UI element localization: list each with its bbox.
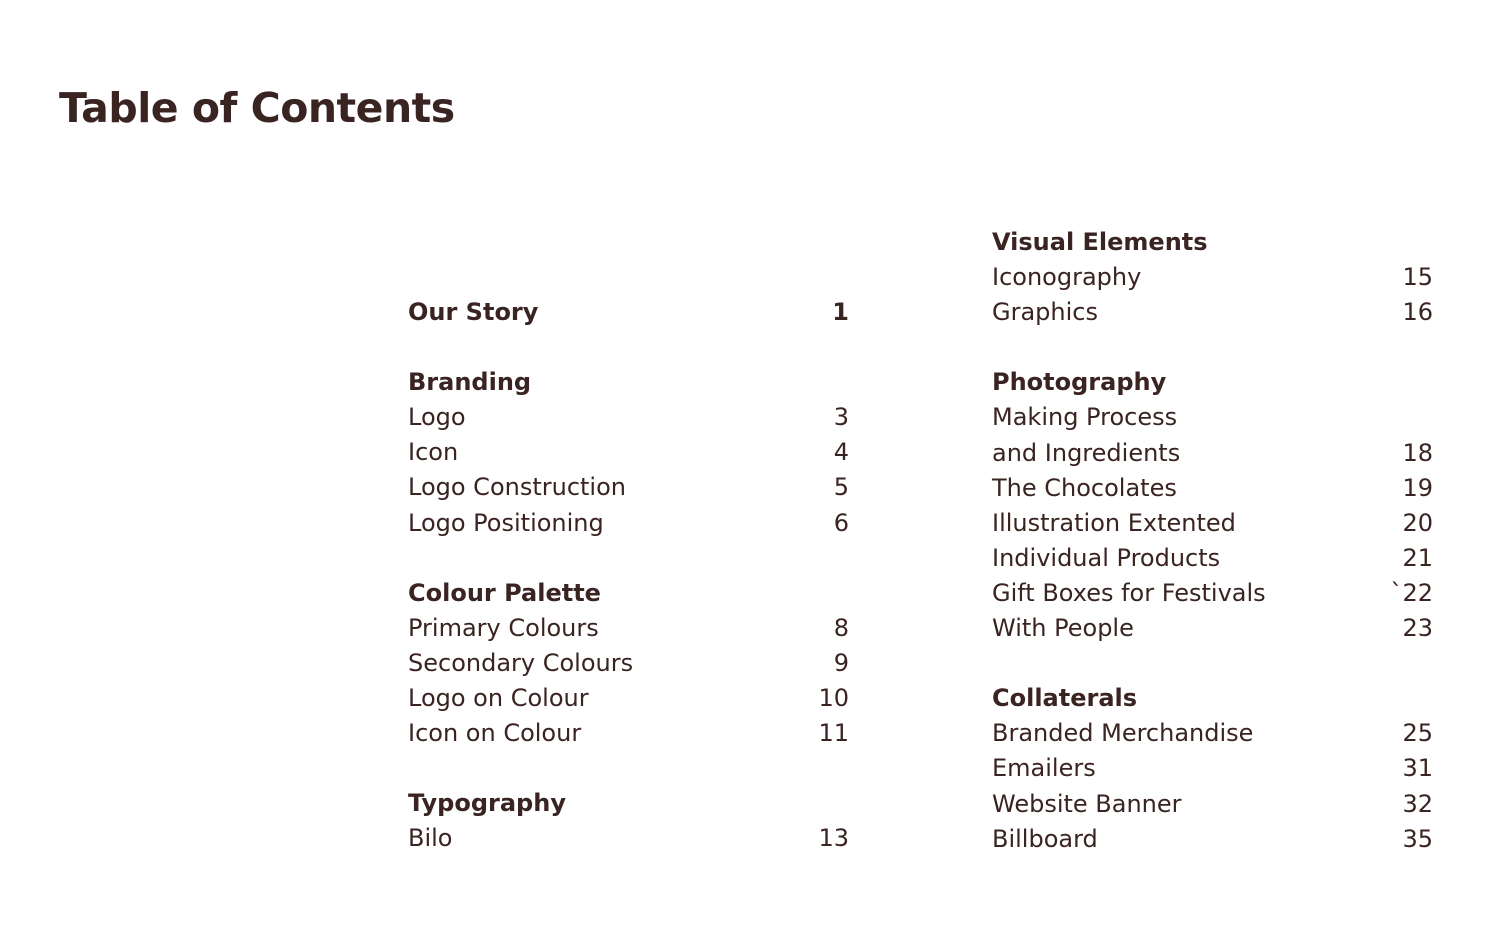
toc-entry-label: Primary Colours — [408, 613, 599, 642]
toc-section-colour-palette[interactable] — [408, 576, 849, 611]
toc-entry-label: With People — [992, 614, 1134, 643]
toc-entry-label: Website Banner — [992, 789, 1182, 818]
toc-entry-page-number: 31 — [1402, 754, 1433, 783]
toc-entry-label: Bilo — [408, 824, 453, 853]
toc-entry-label: Photography — [992, 368, 1167, 397]
toc-entry-gift-boxes-for-festivals[interactable] — [992, 576, 1433, 611]
toc-entry-label: Billboard — [992, 824, 1098, 853]
toc-entry-label: and Ingredients — [992, 438, 1181, 467]
toc-entry-label: Making Process — [992, 403, 1178, 432]
toc-section-branding[interactable] — [408, 365, 849, 400]
toc-entry-label: Gift Boxes for Festivals — [992, 578, 1266, 607]
toc-entry-page-number: `22 — [1390, 578, 1433, 607]
toc-entry-page-number: 8 — [833, 613, 849, 642]
toc-entry-page-number: 3 — [833, 403, 849, 432]
toc-entry-page-number: 1 — [832, 298, 849, 326]
toc-entry-logo[interactable] — [408, 400, 849, 435]
toc-section-photography[interactable] — [992, 365, 1433, 400]
toc-entry-label: Icon on Colour — [408, 719, 582, 748]
toc-entry-logo-on-colour[interactable] — [408, 681, 849, 716]
toc-entry-making-process[interactable] — [992, 400, 1433, 435]
toc-entry-secondary-colours[interactable] — [408, 646, 849, 681]
toc-section-typography[interactable] — [408, 786, 849, 821]
toc-entry-graphics[interactable] — [992, 295, 1433, 330]
toc-entry-label: Branding — [408, 368, 532, 397]
toc-entry-page-number: 25 — [1402, 719, 1433, 748]
toc-entry-label: Visual Elements — [992, 228, 1208, 256]
toc-entry-label: Secondary Colours — [408, 648, 634, 677]
toc-entry-label: Emailers — [992, 754, 1096, 783]
toc-entry-emailers[interactable] — [992, 751, 1433, 786]
toc-entry-label: Our Story — [408, 298, 539, 326]
toc-entry-icon-on-colour[interactable] — [408, 716, 849, 751]
toc-spacer — [992, 330, 1433, 365]
toc-entry-branded-merchandise[interactable] — [992, 716, 1433, 751]
toc-section-collaterals[interactable] — [992, 681, 1433, 716]
toc-entry-primary-colours[interactable] — [408, 611, 849, 646]
page-title: Table of Contents — [59, 84, 455, 132]
toc-entry-logo-construction[interactable] — [408, 470, 849, 505]
toc-entry-page-number: 18 — [1402, 438, 1433, 467]
toc-entry-with-people[interactable] — [992, 611, 1433, 646]
toc-entry-page-number: 4 — [833, 438, 849, 467]
toc-entry-label: Logo on Colour — [408, 684, 589, 713]
toc-entry-label: Individual Products — [992, 543, 1221, 572]
toc-entry-label: Iconography — [992, 263, 1142, 292]
toc-entry-page-number: 13 — [818, 824, 849, 853]
toc-entry-page-number: 19 — [1402, 473, 1433, 502]
toc-left-column — [408, 295, 849, 857]
toc-entry-bilo[interactable] — [408, 821, 849, 856]
toc-entry-page-number: 21 — [1402, 543, 1433, 572]
toc-entry-illustration-extented[interactable] — [992, 506, 1433, 541]
toc-entry-page-number: 16 — [1402, 298, 1433, 327]
toc-entry-the-chocolates[interactable] — [992, 471, 1433, 506]
toc-entry-individual-products[interactable] — [992, 541, 1433, 576]
toc-entry-page-number: 35 — [1402, 824, 1433, 853]
toc-entry-label: Logo Positioning — [408, 508, 604, 537]
toc-entry-label: Colour Palette — [408, 578, 601, 607]
toc-entry-iconography[interactable] — [992, 260, 1433, 295]
toc-entry-website-banner[interactable] — [992, 787, 1433, 822]
toc-spacer — [408, 330, 849, 365]
toc-entry-page-number: 32 — [1402, 789, 1433, 818]
toc-entry-billboard[interactable] — [992, 822, 1433, 857]
toc-entry-page-number: 20 — [1402, 508, 1433, 537]
toc-entry-label: Collaterals — [992, 684, 1138, 713]
toc-entry-and-ingredients[interactable] — [992, 436, 1433, 471]
toc-spacer — [408, 751, 849, 786]
toc-right-column — [992, 225, 1433, 857]
toc-entry-label: Logo — [408, 403, 466, 432]
toc-entry-page-number: 6 — [833, 508, 849, 537]
toc-entry-icon[interactable] — [408, 435, 849, 470]
toc-section-our-story[interactable] — [408, 295, 849, 330]
toc-entry-page-number: 5 — [833, 473, 849, 502]
toc-entry-label: Illustration Extented — [992, 508, 1236, 537]
toc-entry-label: Typography — [408, 789, 566, 818]
toc-entry-page-number: 11 — [818, 719, 849, 748]
toc-entry-label: The Chocolates — [992, 473, 1177, 502]
toc-entry-page-number: 10 — [818, 684, 849, 713]
toc-section-visual-elements[interactable] — [992, 225, 1433, 260]
toc-entry-label: Branded Merchandise — [992, 719, 1254, 748]
toc-entry-logo-positioning[interactable] — [408, 506, 849, 541]
toc-entry-label: Graphics — [992, 298, 1098, 327]
toc-entry-page-number: 23 — [1402, 614, 1433, 643]
toc-entry-page-number: 9 — [833, 648, 849, 677]
toc-entry-page-number: 15 — [1402, 263, 1433, 292]
toc-spacer — [408, 541, 849, 576]
toc-entry-label: Icon — [408, 438, 459, 467]
toc-entry-label: Logo Construction — [408, 473, 626, 502]
toc-spacer — [992, 646, 1433, 681]
